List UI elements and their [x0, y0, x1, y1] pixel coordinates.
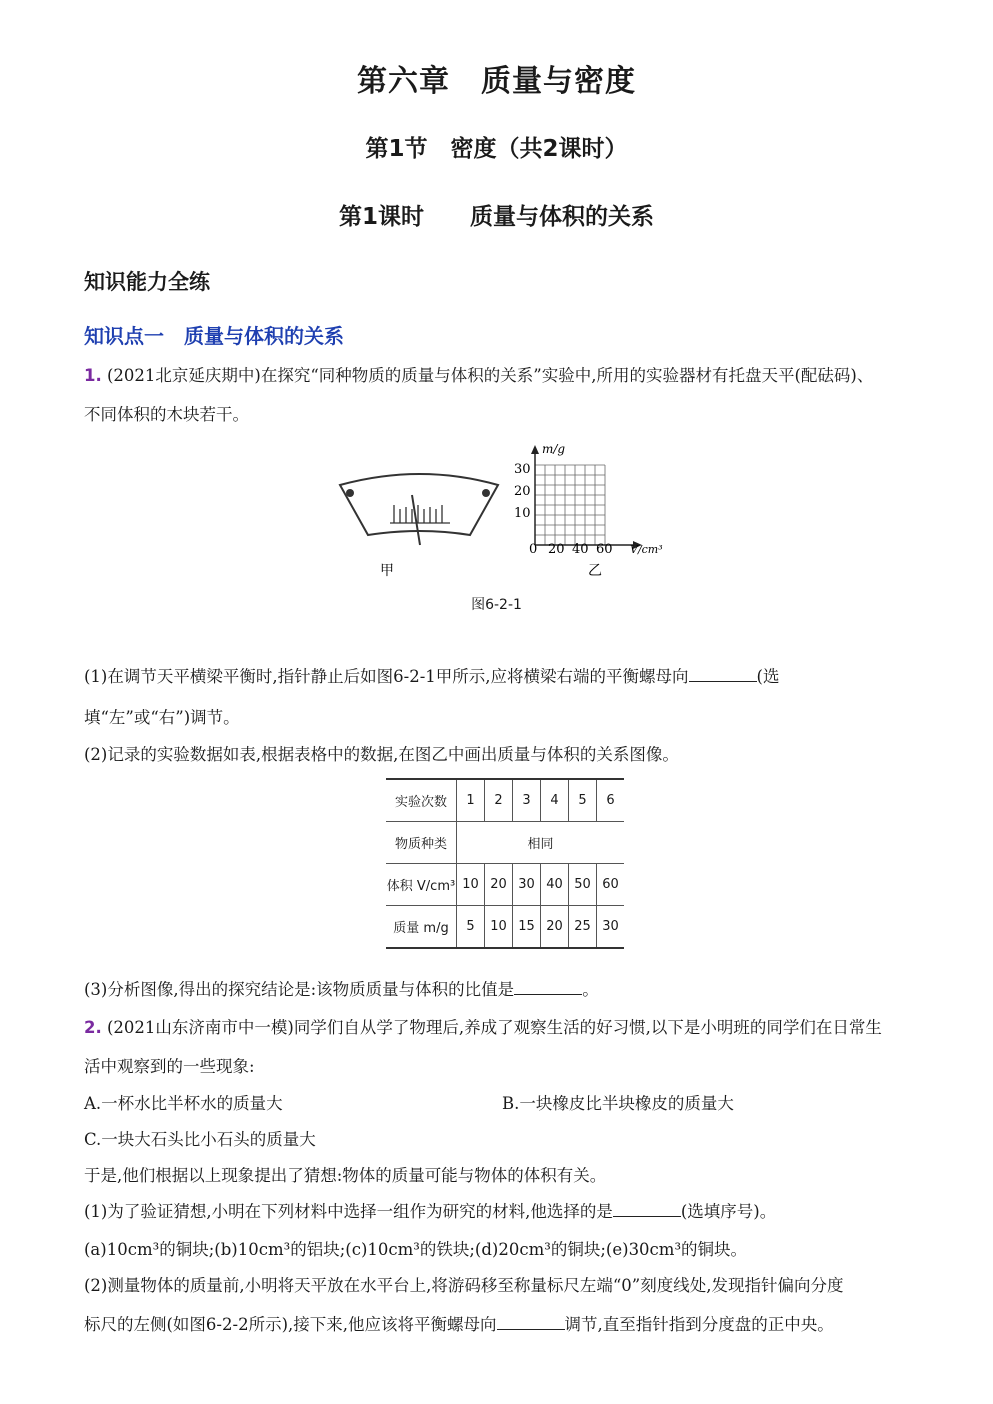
table-cell: 20: [485, 864, 513, 906]
table-cell: 25: [569, 906, 597, 949]
q2-stem-text: (2021山东济南市中一模)同学们自从学了物理后,养成了观察生活的好习惯,以下是小明班的同学们在日常生: [107, 1018, 882, 1037]
q2-part2-end: 调节,直至指针指到分度盘的正中央。: [564, 1315, 834, 1334]
table-row: [386, 864, 624, 906]
q1-stem-text: (2021北京延庆期中)在探究“同种物质的质量与体积的关系”实验中,所用的实验器材有托盘天平(配砝码)、: [107, 366, 874, 385]
balance-dial-illustration: [340, 474, 498, 545]
q1-part3-text: (3)分析图像,得出的探究结论是:该物质质量与体积的比值是: [84, 980, 515, 999]
q1-part1-line2: 填“左”或“右”)调节。: [84, 708, 240, 727]
table-cell: 相同: [457, 822, 625, 864]
q2-part2-text: 标尺的左侧(如图6-2-2所示),接下来,他应该将平衡螺母向: [84, 1315, 497, 1334]
x-tick-label: 40: [572, 542, 589, 557]
table-cell: 1: [457, 779, 485, 822]
table-cell: 30: [513, 864, 541, 906]
table-cell: 40: [541, 864, 569, 906]
knowledge-point-heading: [84, 320, 344, 349]
lesson-title: [0, 198, 993, 231]
q1-part2: (2)记录的实验数据如表,根据表格中的数据,在图乙中画出质量与体积的关系图像。: [84, 745, 679, 764]
q1-part3: [84, 976, 599, 1000]
y-tick-label: 30: [514, 462, 531, 477]
q1-part3-end: 。: [582, 980, 599, 999]
table-row: [386, 906, 624, 949]
q2-materials: (a)10cm³的铜块;(b)10cm³的铝块;(c)10cm³的铁块;(d)20cm³的铜块;(e)30cm³的铜块。: [84, 1240, 748, 1259]
q2-part1: [84, 1198, 776, 1222]
figure-caption: 图6-2-1: [471, 597, 522, 613]
q2-stem-line1: [84, 1014, 882, 1038]
q1-part1-text-end: (选: [756, 667, 780, 686]
q1-stem-line1: [84, 362, 873, 386]
table-cell: 20: [541, 906, 569, 949]
table-cell: 10: [485, 906, 513, 949]
table-cell: 2: [485, 779, 513, 822]
row-header: 实验次数: [386, 779, 457, 822]
table-cell: 15: [513, 906, 541, 949]
q2-hypothesis: 于是,他们根据以上现象提出了猜想:物体的质量可能与物体的体积有关。: [84, 1166, 607, 1185]
table-cell: 6: [597, 779, 625, 822]
table-row: [386, 822, 624, 864]
q2-part1-text: (1)为了验证猜想,小明在下列材料中选择一组作为研究的材料,他选择的是: [84, 1202, 613, 1221]
figure-left-label: 甲: [380, 563, 394, 579]
knowledge-point-label: 知识点一: [84, 324, 164, 348]
table-cell: 4: [541, 779, 569, 822]
q2-option-a: A.一杯水比半杯水的质量大: [84, 1094, 283, 1113]
figure-right-label: 乙: [588, 563, 602, 579]
y-tick-label: 20: [514, 484, 531, 499]
table-cell: 30: [597, 906, 625, 949]
q1-number: 1.: [84, 366, 102, 385]
y-tick-label: 10: [514, 506, 531, 521]
q2-option-c: C.一块大石头比小石头的质量大: [84, 1130, 316, 1149]
answer-blank[interactable]: [514, 980, 582, 995]
q2-option-b: B.一块橡皮比半块橡皮的质量大: [502, 1094, 734, 1113]
table-cell: 60: [597, 864, 625, 906]
y-axis-label: m/g: [542, 442, 566, 456]
q1-part1-line1: [84, 663, 779, 687]
row-header: 体积 V/cm³: [386, 864, 457, 906]
lesson-name: 质量与体积的关系: [470, 204, 654, 230]
q2-part2-line1: (2)测量物体的质量前,小明将天平放在水平台上,将游码移至称量标尺左端“0”刻度线处,发现指针偏向分度: [84, 1276, 844, 1295]
table-cell: 50: [569, 864, 597, 906]
q1-stem-line2: 不同体积的木块若干。: [84, 405, 249, 424]
table-row: [386, 779, 624, 822]
figure-svg: [330, 435, 680, 615]
table-cell: 10: [457, 864, 485, 906]
table-cell: 5: [569, 779, 597, 822]
knowledge-point-title: 质量与体积的关系: [184, 324, 344, 348]
answer-blank[interactable]: [689, 667, 757, 682]
mass-volume-grid: [531, 445, 642, 549]
q2-stem-line2: 活中观察到的一些现象:: [84, 1057, 255, 1076]
section-heading: 知识能力全练: [84, 270, 210, 294]
x-axis-label: V/cm³: [630, 543, 663, 556]
table-cell: 5: [457, 906, 485, 949]
lesson-number: 第1课时: [338, 204, 424, 230]
data-table: [386, 778, 624, 949]
table-cell: 3: [513, 779, 541, 822]
figure-6-2-1: [330, 435, 680, 615]
q2-part2-line2: [84, 1311, 834, 1335]
row-header: 物质种类: [386, 822, 457, 864]
row-header: 质量 m/g: [386, 906, 457, 949]
q1-part1-text: (1)在调节天平横梁平衡时,指针静止后如图6-2-1甲所示,应将横梁右端的平衡螺母向: [84, 667, 689, 686]
section-title: 第1节 密度（共2课时）: [365, 136, 628, 162]
x-tick-label: 20: [548, 542, 565, 557]
q2-part1-end: (选填序号)。: [680, 1202, 777, 1221]
answer-blank[interactable]: [613, 1202, 681, 1217]
answer-blank[interactable]: [497, 1315, 565, 1330]
q2-number: 2.: [84, 1018, 102, 1037]
x-tick-label: 60: [596, 542, 613, 557]
x-tick-label: 0: [529, 542, 538, 557]
chapter-title: 第六章 质量与密度: [357, 64, 636, 99]
